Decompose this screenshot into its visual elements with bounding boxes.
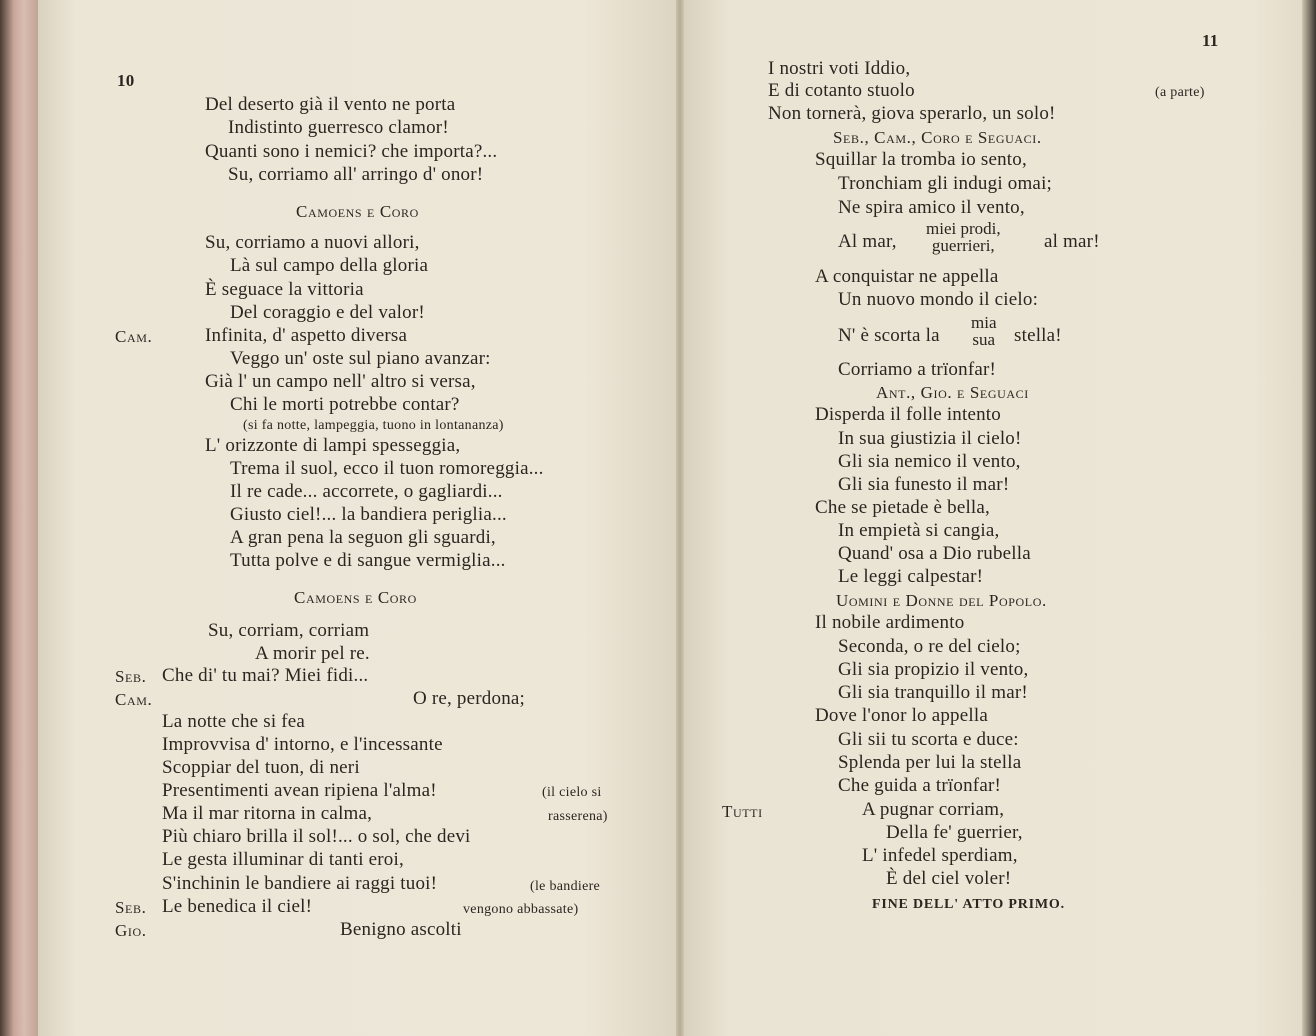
verse-line: Ne spira amico il vento,	[838, 197, 1025, 218]
variant-word: miei prodi,	[926, 219, 1001, 238]
verse-line: Già l' un campo nell' altro si versa,	[205, 371, 476, 392]
verse-line: Gli sia tranquillo il mar!	[838, 682, 1028, 703]
verse-line: Tutta polve e di sangue vermiglia...	[230, 550, 506, 571]
stage-direction: (le bandiere	[530, 879, 601, 894]
verse-line: Benigno ascolti	[340, 919, 462, 940]
speaker-label: Gio.	[115, 921, 147, 940]
verse-line: L' orizzonte di lampi spesseggia,	[205, 435, 461, 456]
verse-line: Quanti sono i nemici? che importa?...	[205, 141, 498, 162]
verse-line: Disperda il folle intento	[815, 404, 1001, 425]
verse-line: Al mar,	[838, 231, 897, 252]
verse-line: Squillar la tromba io sento,	[815, 149, 1027, 170]
character-heading: Ant., Gio. e Seguaci	[876, 383, 1029, 402]
book-spine	[0, 0, 40, 1036]
verse-line: Il nobile ardimento	[815, 612, 965, 633]
character-heading: Camoens e Coro	[296, 202, 419, 221]
verse-line: È seguace la vittoria	[205, 279, 364, 300]
page-number-right: 11	[1202, 31, 1219, 50]
verse-line: Gli sia funesto il mar!	[838, 474, 1010, 495]
act-end-note: FINE DELL' ATTO PRIMO.	[872, 897, 1065, 912]
verse-line: È del ciel voler!	[886, 868, 1012, 889]
character-heading: Uomini e Donne del Popolo.	[836, 591, 1047, 610]
verse-line: Tronchiam gli indugi omai;	[838, 173, 1053, 194]
verse-line: L' infedel sperdiam,	[862, 845, 1018, 866]
verse-line: In sua giustizia il cielo!	[838, 428, 1022, 449]
variant-word: mia	[971, 313, 997, 332]
verse-line: Trema il suol, ecco il tuon romoreggia...	[230, 458, 544, 479]
verse-line: S'inchinin le bandiere ai raggi tuoi!	[162, 873, 438, 894]
verse-line: La notte che si fea	[162, 711, 306, 732]
stage-direction: (si fa notte, lampeggia, tuono in lontananza)	[243, 418, 504, 433]
verse-line: Le leggi calpestar!	[838, 566, 984, 587]
verse-line: Un nuovo mondo il cielo:	[838, 289, 1039, 310]
verse-line: Splenda per lui la stella	[838, 752, 1022, 773]
verse-line: Su, corriamo a nuovi allori,	[205, 232, 420, 253]
verse-line: Più chiaro brilla il sol!... o sol, che devi	[162, 826, 471, 847]
verse-line: Quand' osa a Dio rubella	[838, 543, 1031, 564]
stage-direction: (a parte)	[1155, 85, 1205, 100]
speaker-label: Seb.	[115, 898, 147, 917]
verse-line: Del coraggio e del valor!	[230, 302, 425, 323]
verse-line: Ma il mar ritorna in calma,	[162, 803, 373, 824]
verse-line: N' è scorta la	[838, 325, 940, 346]
verse-line: A gran pena la seguon gli sguardi,	[230, 527, 496, 548]
verse-line: Corriamo a trïonfar!	[838, 359, 997, 380]
verse-line: Scoppiar del tuon, di neri	[162, 757, 360, 778]
variant-reading	[926, 220, 1001, 254]
verse-line: Presentimenti avean ripiena l'alma!	[162, 780, 437, 801]
verse-line: Gli sia nemico il vento,	[838, 451, 1021, 472]
verse-line: Le gesta illuminar di tanti eroi,	[162, 849, 404, 870]
variant-word: guerrieri,	[931, 236, 995, 255]
verse-line: A pugnar corriam,	[862, 799, 1005, 820]
verse-line: Improvvisa d' intorno, e l'incessante	[162, 734, 443, 755]
verse-line: Indistinto guerresco clamor!	[228, 117, 449, 138]
verse-line: Su, corriamo all' arringo d' onor!	[228, 164, 484, 185]
character-heading: Seb., Cam., Coro e Seguaci.	[833, 128, 1042, 147]
verse-line: Seconda, o re del cielo;	[838, 636, 1021, 657]
verse-line: Le benedica il ciel!	[162, 896, 313, 917]
verse-line: I nostri voti Iddio,	[768, 58, 911, 79]
verse-line: Infinita, d' aspetto diversa	[205, 325, 408, 346]
stage-direction: vengono abbassate)	[463, 902, 579, 917]
page-number-left: 10	[117, 71, 135, 90]
speaker-label: Cam.	[115, 690, 153, 709]
verse-line: Della fe' guerrier,	[886, 822, 1023, 843]
verse-line: Su, corriam, corriam	[208, 620, 370, 641]
verse-line: In empietà si cangia,	[838, 520, 1000, 541]
verse-line: Dove l'onor lo appella	[815, 705, 988, 726]
speaker-label: Seb.	[115, 667, 147, 686]
verse-line: stella!	[1014, 325, 1062, 346]
variant-reading	[971, 314, 997, 348]
verse-line: Veggo un' oste sul piano avanzar:	[230, 348, 491, 369]
stage-direction: rasserena)	[548, 809, 608, 824]
speaker-label: Tutti	[722, 802, 763, 821]
verse-line: Del deserto già il vento ne porta	[205, 94, 456, 115]
verse-line: Là sul campo della gloria	[230, 255, 429, 276]
page-edge	[1302, 0, 1316, 1036]
variant-word: sua	[972, 330, 996, 349]
verse-line: Gli sia propizio il vento,	[838, 659, 1029, 680]
book-gutter	[676, 0, 684, 1036]
verse-line: O re, perdona;	[413, 688, 526, 709]
speaker-label: Cam.	[115, 327, 153, 346]
verse-line: Il re cade... accorrete, o gagliardi...	[230, 481, 503, 502]
verse-line: A conquistar ne appella	[815, 266, 999, 287]
verse-line: Che di' tu mai? Miei fidi...	[162, 665, 369, 686]
verse-line: Gli sii tu scorta e duce:	[838, 729, 1019, 750]
stage-direction: (il cielo si	[542, 785, 602, 800]
verse-line: E di cotanto stuolo	[768, 80, 915, 101]
verse-line: A morir pel re.	[255, 643, 370, 664]
verse-line: Chi le morti potrebbe contar?	[230, 394, 460, 415]
verse-line: Che guida a trïonfar!	[838, 775, 1002, 796]
verse-line: Che se pietade è bella,	[815, 497, 990, 518]
character-heading: Camoens e Coro	[294, 588, 417, 607]
verse-line: Non tornerà, giova sperarlo, un solo!	[768, 103, 1056, 124]
verse-line: al mar!	[1044, 231, 1100, 252]
verse-line: Giusto ciel!... la bandiera periglia...	[230, 504, 507, 525]
